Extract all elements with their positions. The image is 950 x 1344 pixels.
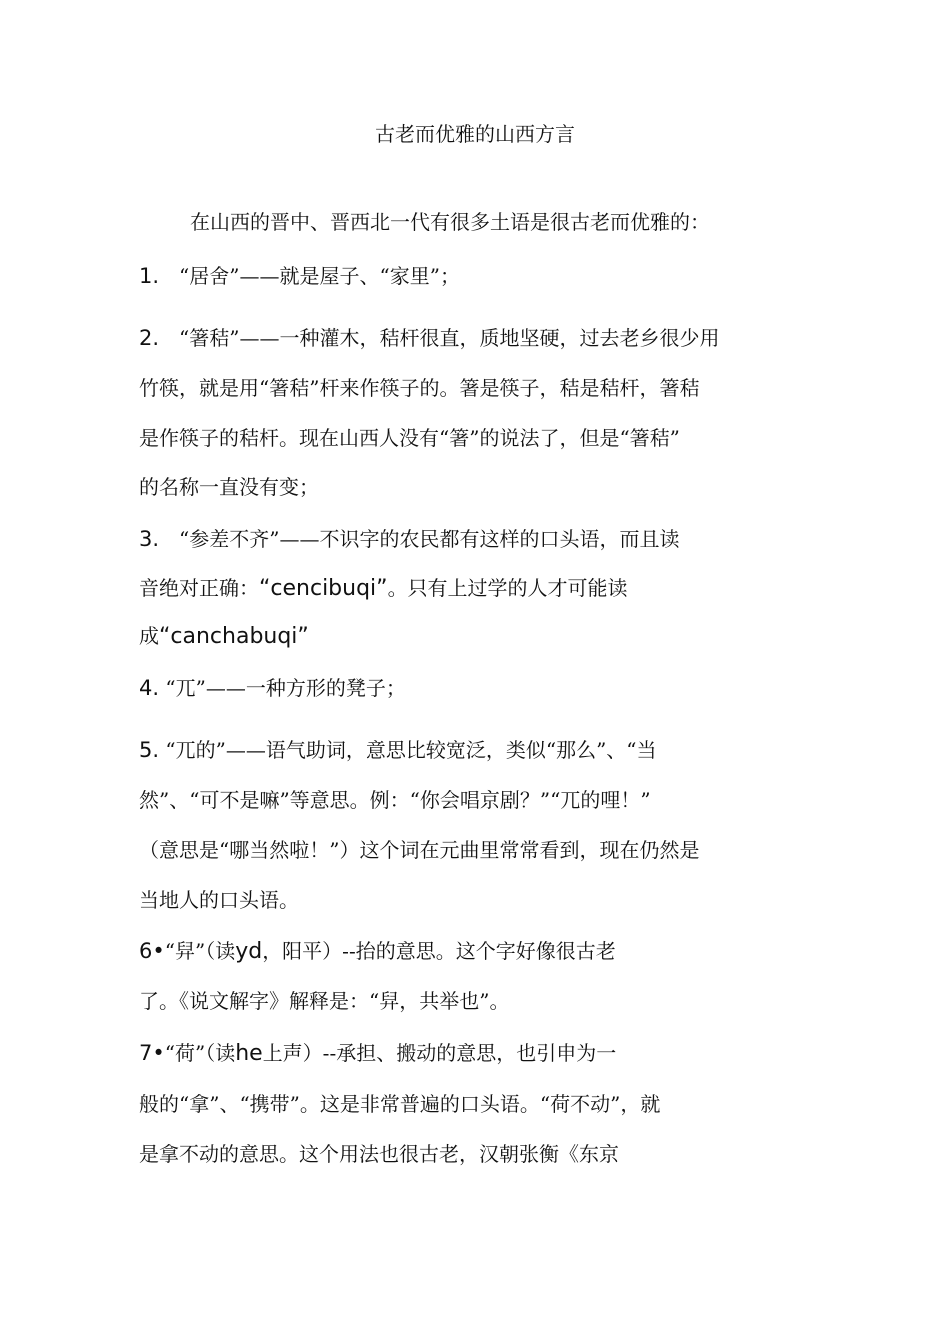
item-4: [139, 673, 406, 703]
item-6-line-1-end: ，阳平）--抬的意思。这个字好像很古老: [262, 939, 616, 963]
item-4-line-1: “兀”——一种方形的凳子；: [159, 676, 406, 700]
item-1: [139, 261, 460, 291]
item-5: [139, 735, 657, 765]
item-5-line-2: 然”、“可不是嘛”等意思。例：“你会唱京剧？”“兀的哩！”: [139, 788, 651, 812]
item-6-line-1-text: “舁”（读: [164, 939, 236, 963]
item-6-pinyin: yd: [235, 939, 263, 964]
item-7-number: 7•: [139, 1041, 165, 1065]
item-1-line-1: “居舍”——就是屋子、“家里”；: [159, 264, 460, 288]
item-2-line-2: 竹筷，就是用“箸秸”杆来作筷子的。箸是筷子，秸是秸杆，箸秸: [139, 376, 700, 400]
item-7-line-1-text: “荷”（读: [164, 1041, 236, 1065]
item-5-line-3: （意思是“哪当然啦！”）这个词在元曲里常常看到，现在仍然是: [139, 838, 700, 862]
item-3-line-1: “参差不齐”——不识字的农民都有这样的口头语，而且读: [159, 527, 680, 551]
item-6-number: 6•: [139, 939, 165, 963]
item-3-line-3: [139, 621, 309, 652]
item-3: [139, 524, 680, 554]
item-3-line-3-text: 成: [139, 624, 159, 648]
item-2-line-3: 是作筷子的秸杆。现在山西人没有“箸”的说法了，但是“箸秸”: [139, 426, 680, 450]
intro-paragraph: 在山西的晋中、晋西北一代有很多土语是很古老而优雅的：: [190, 210, 710, 234]
item-2: [139, 323, 720, 353]
item-7-line-3: 是拿不动的意思。这个用法也很古老，汉朝张衡《东京: [139, 1142, 619, 1166]
item-5-line-4: 当地人的口头语。: [139, 888, 299, 912]
item-5-line-1: “兀的”——语气助词，意思比较宽泛，类似“那么”、“当: [159, 738, 657, 762]
item-5-number: 5.: [139, 738, 160, 762]
item-7-line-2: 般的“拿”、“携带”。这是非常普遍的口头语。“荷不动”，就: [139, 1092, 661, 1116]
item-3-pinyin-wrong: “canchabuqi”: [159, 624, 309, 649]
item-2-number: 2.: [139, 326, 160, 350]
item-2-line-4: 的名称一直没有变；: [139, 475, 319, 499]
item-2-line-1: “箸秸”——一种灌木，秸杆很直，质地坚硬，过去老乡很少用: [159, 326, 720, 350]
item-6: [139, 936, 616, 967]
item-7-line-1-end: 上声）--承担、搬动的意思，也引申为一: [262, 1041, 617, 1065]
item-3-line-2: [139, 573, 628, 604]
item-3-number: 3.: [139, 527, 160, 551]
item-6-line-2: 了。《说文解字》解释是：“舁，共举也”。: [139, 989, 510, 1013]
item-3-pinyin-correct: “cencibuqi”: [259, 576, 388, 601]
item-7: [139, 1038, 616, 1069]
item-3-line-2-text: 音绝对正确：: [139, 576, 259, 600]
item-4-number: 4.: [139, 676, 160, 700]
item-3-line-2-end: 。只有上过学的人才可能读: [387, 576, 628, 600]
item-1-number: 1.: [139, 264, 160, 288]
document-title: 古老而优雅的山西方言: [375, 122, 575, 146]
item-7-pinyin: he: [235, 1041, 263, 1066]
